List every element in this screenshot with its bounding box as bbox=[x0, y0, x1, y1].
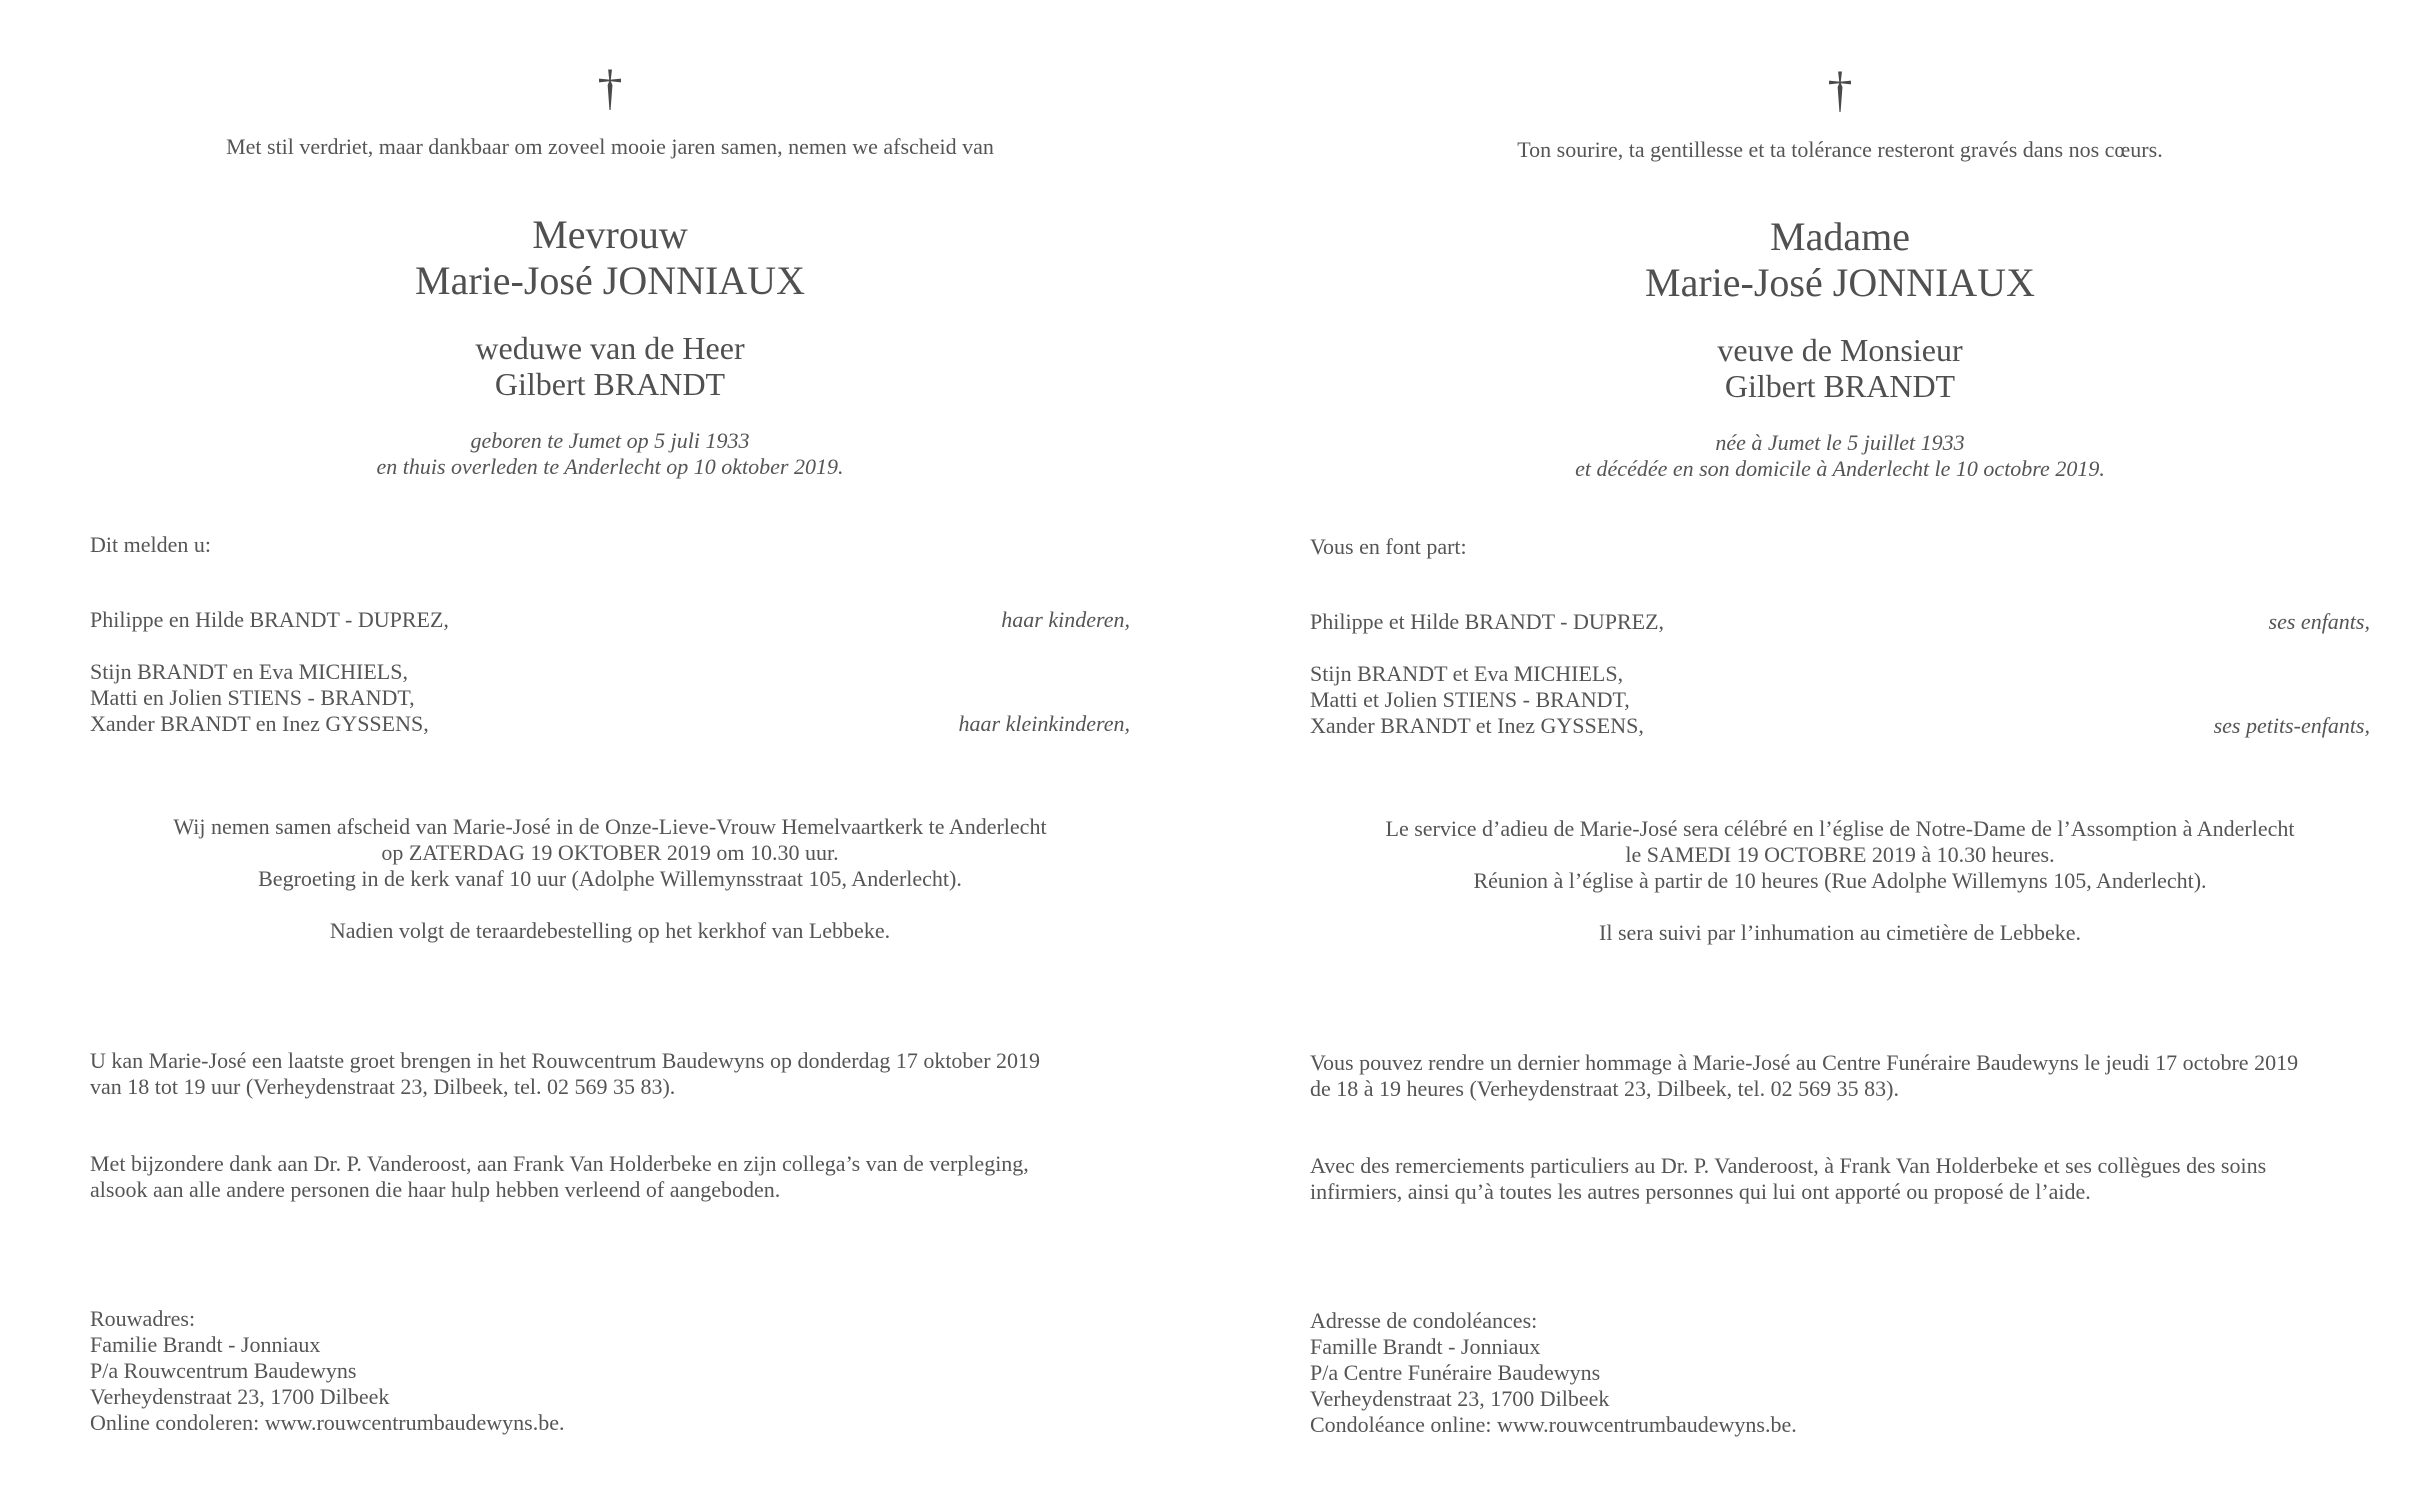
list-item: Xander BRANDT et Inez GYSSENS, bbox=[1310, 713, 1644, 738]
thanks bbox=[1310, 1153, 2370, 1205]
visit-line: van 18 tot 19 uur (Verheydenstraat 23, Dilbeek, tel. 02 569 35 83). bbox=[90, 1074, 676, 1099]
list-item: Matti et Jolien STIENS - BRANDT, bbox=[1310, 687, 1630, 712]
deceased-name: Marie-José JONNIAUX bbox=[1645, 260, 2035, 305]
children bbox=[1310, 609, 2370, 635]
visit-info bbox=[1310, 1050, 2370, 1102]
salutation: Mevrouw bbox=[532, 212, 688, 257]
grandchildren-relation: haar kleinkinderen, bbox=[958, 711, 1130, 736]
service-line: Wij nemen samen afscheid van Marie-José in de Onze-Lieve-Vrouw Hemelvaartkerk te Anderlecht bbox=[173, 814, 1047, 839]
burial-info: Nadien volgt de teraardebestelling op het kerkhof van Lebbeke. bbox=[329, 918, 891, 943]
address-block bbox=[1310, 1308, 2370, 1438]
visit-info bbox=[90, 1048, 1130, 1100]
service-info bbox=[1310, 816, 2370, 894]
address-line: Online condoleren: www.rouwcentrumbaudewyns.be. bbox=[90, 1410, 565, 1435]
cross-icon: † bbox=[1827, 61, 1853, 117]
address-line: P/a Rouwcentrum Baudewyns bbox=[90, 1358, 357, 1383]
list-item: Matti en Jolien STIENS - BRANDT, bbox=[90, 685, 415, 710]
burial-info: Il sera suivi par l’inhumation au cimetière de Lebbeke. bbox=[1599, 920, 2081, 945]
visit-line: Vous pouvez rendre un dernier hommage à Marie-José au Centre Funéraire Baudewyns le jeudi 17 octobre 2019 bbox=[1310, 1050, 2299, 1075]
service-line: Begroeting in de kerk vanaf 10 uur (Adolphe Willemynsstraat 105, Anderlecht). bbox=[258, 866, 962, 891]
address-line: Famille Brandt - Jonniaux bbox=[1310, 1334, 1541, 1359]
list-item: Stijn BRANDT et Eva MICHIELS, bbox=[1310, 661, 1624, 686]
thanks-line: Avec des remerciements particuliers au Dr. P. Vanderoost, à Frank Van Holderbeke et ses collègues des soins bbox=[1310, 1153, 2267, 1178]
visit-line: U kan Marie-José een laatste groet brengen in het Rouwcentrum Baudewyns op donderdag 17 oktober 2019 bbox=[90, 1048, 1041, 1073]
death-line: et décédée en son domicile à Anderlecht le 10 octobre 2019. bbox=[1575, 456, 2105, 481]
grandchildren bbox=[90, 659, 1130, 737]
list-item: Xander BRANDT en Inez GYSSENS, bbox=[90, 711, 429, 736]
children bbox=[90, 607, 1130, 633]
death-line: en thuis overleden te Anderlecht op 10 oktober 2019. bbox=[376, 454, 844, 479]
address-line: Condoléance online: www.rouwcentrumbaudewyns.be. bbox=[1310, 1412, 1797, 1437]
birth-line: geboren te Jumet op 5 juli 1933 bbox=[470, 428, 750, 453]
address-line: Familie Brandt - Jonniaux bbox=[90, 1332, 321, 1357]
spouse-name: Gilbert BRANDT bbox=[1724, 368, 1956, 404]
intro: Vous en font part: bbox=[1310, 534, 1467, 559]
service-line: op ZATERDAG 19 OKTOBER 2019 om 10.30 uur. bbox=[381, 840, 839, 865]
grandchildren-relation: ses petits-enfants, bbox=[2213, 713, 2370, 738]
children-relation: haar kinderen, bbox=[1001, 607, 1130, 632]
grandchildren bbox=[1310, 661, 2370, 739]
deceased-name: Marie-José JONNIAUX bbox=[415, 258, 805, 303]
service-line: le SAMEDI 19 OCTOBRE 2019 à 10.30 heures. bbox=[1625, 842, 2055, 867]
motto: Ton sourire, ta gentillesse et ta tolérance resteront gravés dans nos cœurs. bbox=[1517, 137, 2163, 162]
salutation: Madame bbox=[1770, 214, 1910, 259]
children-relation: ses enfants, bbox=[2268, 609, 2370, 634]
thanks bbox=[90, 1151, 1130, 1203]
cross-icon: † bbox=[597, 59, 623, 115]
spouse-name: Gilbert BRANDT bbox=[494, 366, 726, 402]
visit-line: de 18 à 19 heures (Verheydenstraat 23, Dilbeek, tel. 02 569 35 83). bbox=[1310, 1076, 1899, 1101]
thanks-line: infirmiers, ainsi qu’à toutes les autres personnes qui lui ont apporté ou proposé de l’aide. bbox=[1310, 1179, 2091, 1204]
service-line: Le service d’adieu de Marie-José sera célébré en l’église de Notre-Dame de l’Assomption à Anderlecht bbox=[1385, 816, 2295, 841]
address-block bbox=[90, 1306, 1130, 1436]
widow-of: veuve de Monsieur bbox=[1717, 332, 1963, 368]
list-item: Stijn BRANDT en Eva MICHIELS, bbox=[90, 659, 408, 684]
address-line: Rouwadres: bbox=[90, 1306, 196, 1331]
children-name: Philippe en Hilde BRANDT - DUPREZ, bbox=[90, 607, 449, 632]
address-line: Adresse de condoléances: bbox=[1310, 1308, 1538, 1333]
children-name: Philippe et Hilde BRANDT - DUPREZ, bbox=[1310, 609, 1665, 634]
address-line: Verheydenstraat 23, 1700 Dilbeek bbox=[90, 1384, 390, 1409]
thanks-line: alsook aan alle andere personen die haar hulp hebben verleend of aangeboden. bbox=[90, 1177, 781, 1202]
address-line: P/a Centre Funéraire Baudewyns bbox=[1310, 1360, 1601, 1385]
widow-of: weduwe van de Heer bbox=[475, 330, 745, 366]
service-info bbox=[90, 814, 1130, 892]
service-line: Réunion à l’église à partir de 10 heures (Rue Adolphe Willemyns 105, Anderlecht). bbox=[1473, 868, 2207, 893]
address-line: Verheydenstraat 23, 1700 Dilbeek bbox=[1310, 1386, 1610, 1411]
motto: Met stil verdriet, maar dankbaar om zoveel mooie jaren samen, nemen we afscheid van bbox=[226, 134, 994, 159]
birth-line: née à Jumet le 5 juillet 1933 bbox=[1715, 430, 1965, 455]
thanks-line: Met bijzondere dank aan Dr. P. Vanderoost, aan Frank Van Holderbeke en zijn collega’s van de verpleging, bbox=[90, 1151, 1029, 1176]
intro: Dit melden u: bbox=[90, 532, 211, 557]
